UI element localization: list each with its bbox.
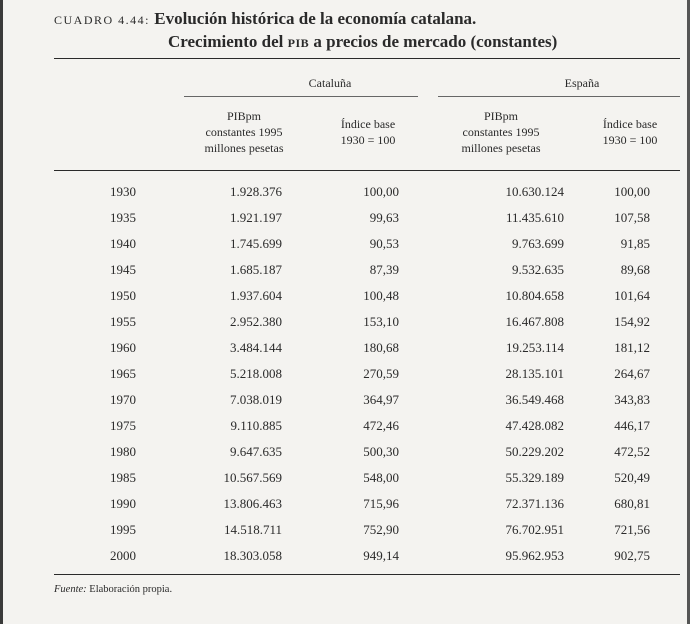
cell-pib-cataluna: 1.745.699 [230, 236, 282, 251]
cell-year: 1940 [110, 236, 136, 251]
cell-year: 1985 [110, 470, 136, 485]
cell-pib-espana: 47.428.082 [505, 418, 564, 433]
cell-year: 1930 [110, 184, 136, 199]
cell-pib-espana: 10.804.658 [505, 288, 564, 303]
cell-pib-cataluna: 2.952.380 [230, 314, 282, 329]
cell-index-espana: 264,67 [614, 366, 650, 381]
table-row [54, 491, 680, 517]
cell-pib-cataluna: 10.567.569 [223, 470, 282, 485]
cell-index-espana: 343,83 [614, 392, 650, 407]
table-row [54, 335, 680, 361]
group-header-cataluna: Cataluña [308, 76, 352, 90]
cell-pib-cataluna: 9.110.885 [230, 418, 282, 433]
header-rule [54, 170, 680, 171]
cell-index-cataluna: 500,30 [363, 444, 399, 459]
caption-label: CUADRO 4.44: [54, 13, 151, 27]
cell-year: 1975 [110, 418, 136, 433]
cell-year: 1945 [110, 262, 136, 277]
cell-pib-espana: 36.549.468 [505, 392, 564, 407]
source-text: Elaboración propia. [89, 584, 173, 595]
table-row [54, 231, 680, 257]
col-header-index-espana: Índice base 1930 = 100 [602, 117, 658, 147]
col-header-pib-espana: PIBpm constantes 1995 millones pesetas [461, 109, 541, 155]
cell-pib-cataluna: 1.685.187 [230, 262, 282, 277]
table-caption [54, 8, 674, 54]
col-header-pib-cataluna: PIBpm constantes 1995 millones pesetas [204, 109, 284, 155]
col-header-index-cataluna: Índice base 1930 = 100 [340, 117, 396, 147]
cell-index-cataluna: 472,46 [363, 418, 399, 433]
cell-pib-cataluna: 18.303.058 [223, 548, 282, 563]
cell-pib-cataluna: 1.921.197 [230, 210, 282, 225]
table-row [54, 439, 680, 465]
table-row [54, 517, 680, 543]
cell-pib-espana: 11.435.610 [505, 210, 564, 225]
cell-index-espana: 721,56 [614, 522, 650, 537]
caption-line-2 [54, 31, 674, 54]
cell-pib-espana: 72.371.136 [505, 496, 564, 511]
cell-pib-espana: 76.702.951 [505, 522, 564, 537]
table-row [54, 309, 680, 335]
cell-index-espana: 154,92 [614, 314, 650, 329]
group-rule-cataluna [184, 96, 418, 97]
cell-index-cataluna: 153,10 [363, 314, 399, 329]
cell-year: 1995 [110, 522, 136, 537]
cell-pib-cataluna: 9.647.635 [230, 444, 282, 459]
table-row [54, 205, 680, 231]
group-rule-espana [438, 96, 680, 97]
table-row [54, 257, 680, 283]
cell-pib-espana: 9.763.699 [512, 236, 564, 251]
cell-pib-cataluna: 5.218.008 [230, 366, 282, 381]
cell-pib-espana: 19.253.114 [505, 340, 564, 355]
table-row [54, 543, 680, 569]
cell-pib-espana: 10.630.124 [505, 184, 564, 199]
cell-pib-espana: 55.329.189 [505, 470, 564, 485]
cell-year: 2000 [110, 548, 136, 563]
cell-index-cataluna: 548,00 [363, 470, 399, 485]
cell-index-espana: 181,12 [614, 340, 650, 355]
table-row [54, 413, 680, 439]
cell-year: 1960 [110, 340, 136, 355]
cell-index-cataluna: 180,68 [363, 340, 399, 355]
page-edge-left [0, 0, 3, 624]
table-row [54, 179, 680, 205]
cell-index-espana: 100,00 [614, 184, 650, 199]
caption-title-pre: Crecimiento del [168, 32, 284, 51]
cell-index-cataluna: 100,00 [363, 184, 399, 199]
cell-pib-espana: 50.229.202 [505, 444, 564, 459]
cell-index-cataluna: 752,90 [363, 522, 399, 537]
cell-pib-cataluna: 13.806.463 [223, 496, 282, 511]
caption-title-abbr: PIB [287, 36, 310, 50]
source-note [54, 584, 172, 595]
cell-index-espana: 101,64 [614, 288, 650, 303]
cell-index-cataluna: 100,48 [363, 288, 399, 303]
cell-year: 1970 [110, 392, 136, 407]
cell-index-cataluna: 90,53 [369, 236, 399, 251]
cell-index-cataluna: 364,97 [363, 392, 399, 407]
cell-year: 1950 [110, 288, 136, 303]
cell-pib-cataluna: 1.937.604 [230, 288, 282, 303]
table-row [54, 387, 680, 413]
caption-line-1 [54, 8, 674, 31]
cell-pib-espana: 95.962.953 [505, 548, 564, 563]
cell-index-espana: 89,68 [620, 262, 650, 277]
source-label: Fuente: [54, 584, 87, 595]
cell-pib-cataluna: 14.518.711 [223, 522, 282, 537]
table-row [54, 361, 680, 387]
cell-index-cataluna: 99,63 [369, 210, 399, 225]
top-rule [54, 58, 680, 59]
cell-index-espana: 472,52 [614, 444, 650, 459]
bottom-rule [54, 574, 680, 575]
cell-pib-cataluna: 3.484.144 [230, 340, 282, 355]
cell-index-espana: 91,85 [620, 236, 650, 251]
cell-year: 1980 [110, 444, 136, 459]
cell-year: 1990 [110, 496, 136, 511]
group-header-espana: España [564, 76, 600, 90]
cell-year: 1965 [110, 366, 136, 381]
caption-title-line-1: Evolución histórica de la economía catalana. [154, 9, 477, 28]
cell-pib-espana: 9.532.635 [512, 262, 564, 277]
cell-index-espana: 902,75 [614, 548, 650, 563]
cell-index-espana: 107,58 [614, 210, 650, 225]
cell-index-cataluna: 949,14 [363, 548, 399, 563]
table-row [54, 283, 680, 309]
cell-pib-espana: 16.467.808 [505, 314, 564, 329]
caption-title-post: a precios de mercado (constantes) [313, 32, 558, 51]
table-row [54, 465, 680, 491]
cell-year: 1955 [110, 314, 136, 329]
cell-index-espana: 446,17 [614, 418, 650, 433]
cell-pib-espana: 28.135.101 [505, 366, 564, 381]
cell-index-cataluna: 87,39 [369, 262, 399, 277]
cell-index-cataluna: 270,59 [363, 366, 399, 381]
cell-pib-cataluna: 1.928.376 [230, 184, 282, 199]
cell-index-espana: 520,49 [614, 470, 650, 485]
cell-index-cataluna: 715,96 [363, 496, 399, 511]
cell-pib-cataluna: 7.038.019 [230, 392, 282, 407]
cell-index-espana: 680,81 [614, 496, 650, 511]
cell-year: 1935 [110, 210, 136, 225]
